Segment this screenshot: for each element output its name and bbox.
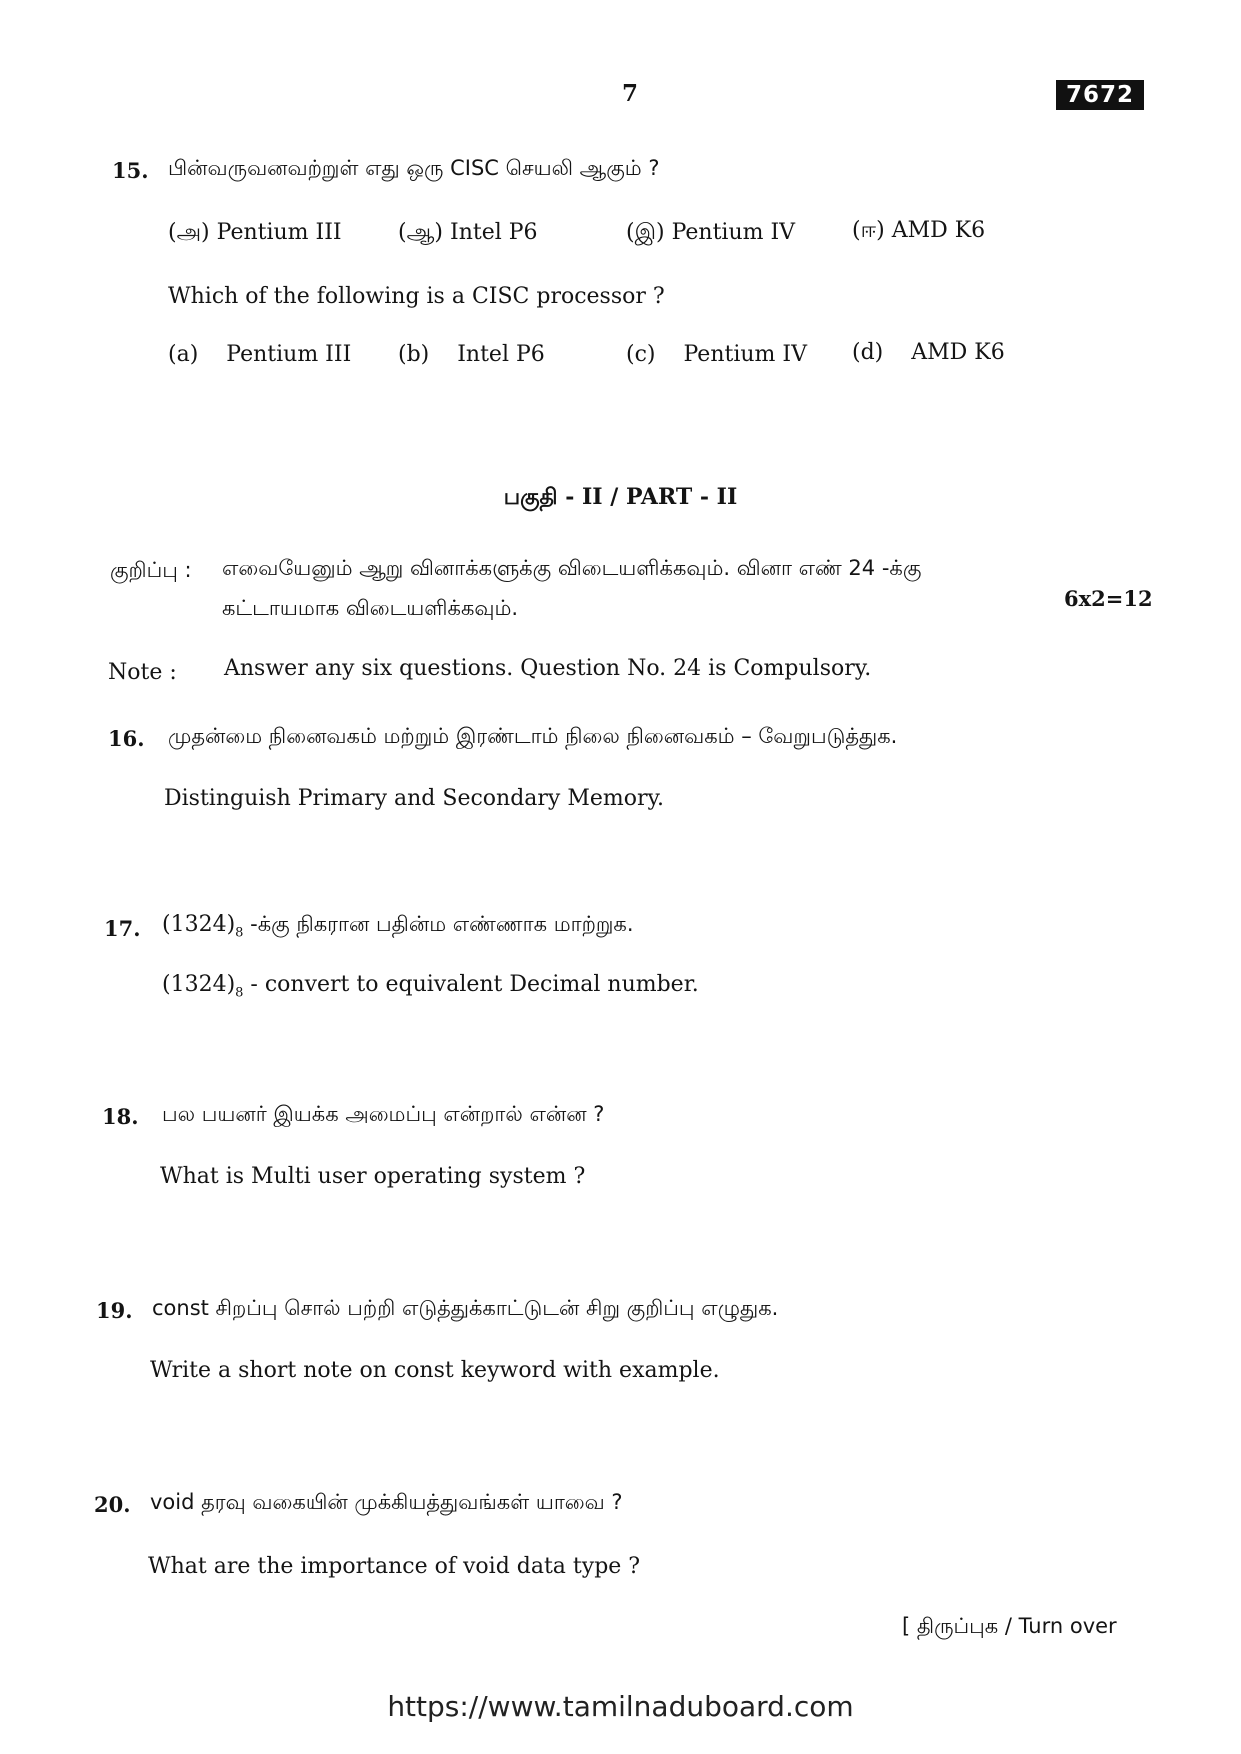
q16-tamil: முதன்மை நினைவகம் மற்றும் இரண்டாம் நிலை நினைவகம் – வேறுபடுத்துக. — [168, 724, 898, 748]
q17-base-subscript: 8 — [235, 925, 244, 941]
q17-english — [162, 972, 699, 1001]
q17-base-number: (1324) — [162, 972, 236, 997]
option-label: (ஈ) — [852, 218, 885, 243]
q15-ta-option-a — [168, 220, 342, 248]
option-label: (அ) — [168, 220, 210, 245]
q15-ta-option-d — [852, 218, 985, 246]
paper-code-badge: 7672 — [1056, 80, 1144, 110]
q19-english: Write a short note on const keyword with example. — [150, 1358, 720, 1383]
q17-tamil — [162, 912, 634, 939]
q17-base-subscript: 8 — [235, 985, 244, 1001]
source-url: https://www.tamilnaduboard.com — [387, 1690, 854, 1723]
note-tamil-label: குறிப்பு : — [110, 558, 192, 582]
q18-number: 18. — [102, 1104, 139, 1129]
option-text: Pentium III — [226, 342, 352, 367]
q18-english: What is Multi user operating system ? — [160, 1164, 586, 1189]
option-text: Intel P6 — [450, 220, 538, 245]
q15-number: 15. — [112, 158, 149, 183]
option-label: (இ) — [626, 220, 665, 245]
option-text: Pentium III — [216, 220, 342, 245]
option-text: Intel P6 — [457, 342, 545, 367]
q16-english: Distinguish Primary and Secondary Memory. — [164, 786, 665, 811]
q18-tamil: பல பயனர் இயக்க அமைப்பு என்றால் என்ன ? — [162, 1102, 605, 1126]
q15-ta-option-b — [398, 220, 538, 248]
q19-tamil: const சிறப்பு சொல் பற்றி எடுத்துக்காட்டுடன் சிறு குறிப்பு எழுதுக. — [152, 1296, 779, 1320]
marks-allocation: 6x2=12 — [1064, 586, 1153, 611]
q20-number: 20. — [94, 1492, 131, 1517]
q15-en-option-d — [852, 340, 1005, 365]
option-label: (b) — [398, 342, 430, 367]
q15-en-option-a — [168, 342, 351, 367]
q15-en-option-c — [626, 342, 807, 367]
q15-en-option-b — [398, 342, 545, 367]
option-text: Pentium IV — [671, 220, 796, 245]
option-text: AMD K6 — [911, 340, 1005, 365]
q17-number: 17. — [104, 916, 141, 941]
q16-number: 16. — [108, 726, 145, 751]
option-label: (d) — [852, 340, 884, 365]
note-tamil-line1: எவையேனும் ஆறு வினாக்களுக்கு விடையளிக்கவும். வினா எண் 24 -க்கு — [222, 556, 922, 580]
q15-ta-option-c — [626, 220, 795, 248]
q17-base-number: (1324) — [162, 912, 236, 937]
part-heading: பகுதி - II / PART - II — [503, 484, 738, 510]
q15-tamil: பின்வருவனவற்றுள் எது ஒரு CISC செயலி ஆகும் ? — [168, 156, 660, 180]
option-label: (c) — [626, 342, 656, 367]
option-text: AMD K6 — [891, 218, 986, 243]
q17-english-text: - convert to equivalent Decimal number. — [243, 972, 699, 997]
turn-over-note: [ திருப்புக / Turn over — [902, 1614, 1117, 1638]
page-number: 7 — [622, 80, 639, 107]
q17-tamil-text: -க்கு நிகரான பதின்ம எண்ணாக மாற்றுக. — [243, 912, 634, 936]
q20-tamil: void தரவு வகையின் முக்கியத்துவங்கள் யாவை ? — [150, 1490, 623, 1514]
option-text: Pentium IV — [683, 342, 807, 367]
q15-english: Which of the following is a CISC processor ? — [168, 284, 665, 309]
note-english-text: Answer any six questions. Question No. 24 is Compulsory. — [224, 656, 872, 681]
q20-english: What are the importance of void data type ? — [148, 1554, 641, 1579]
q19-number: 19. — [96, 1298, 133, 1323]
option-label: (ஆ) — [398, 220, 443, 245]
note-english-label: Note : — [108, 660, 177, 685]
note-tamil-line2: கட்டாயமாக விடையளிக்கவும். — [222, 596, 519, 620]
option-label: (a) — [168, 342, 199, 367]
